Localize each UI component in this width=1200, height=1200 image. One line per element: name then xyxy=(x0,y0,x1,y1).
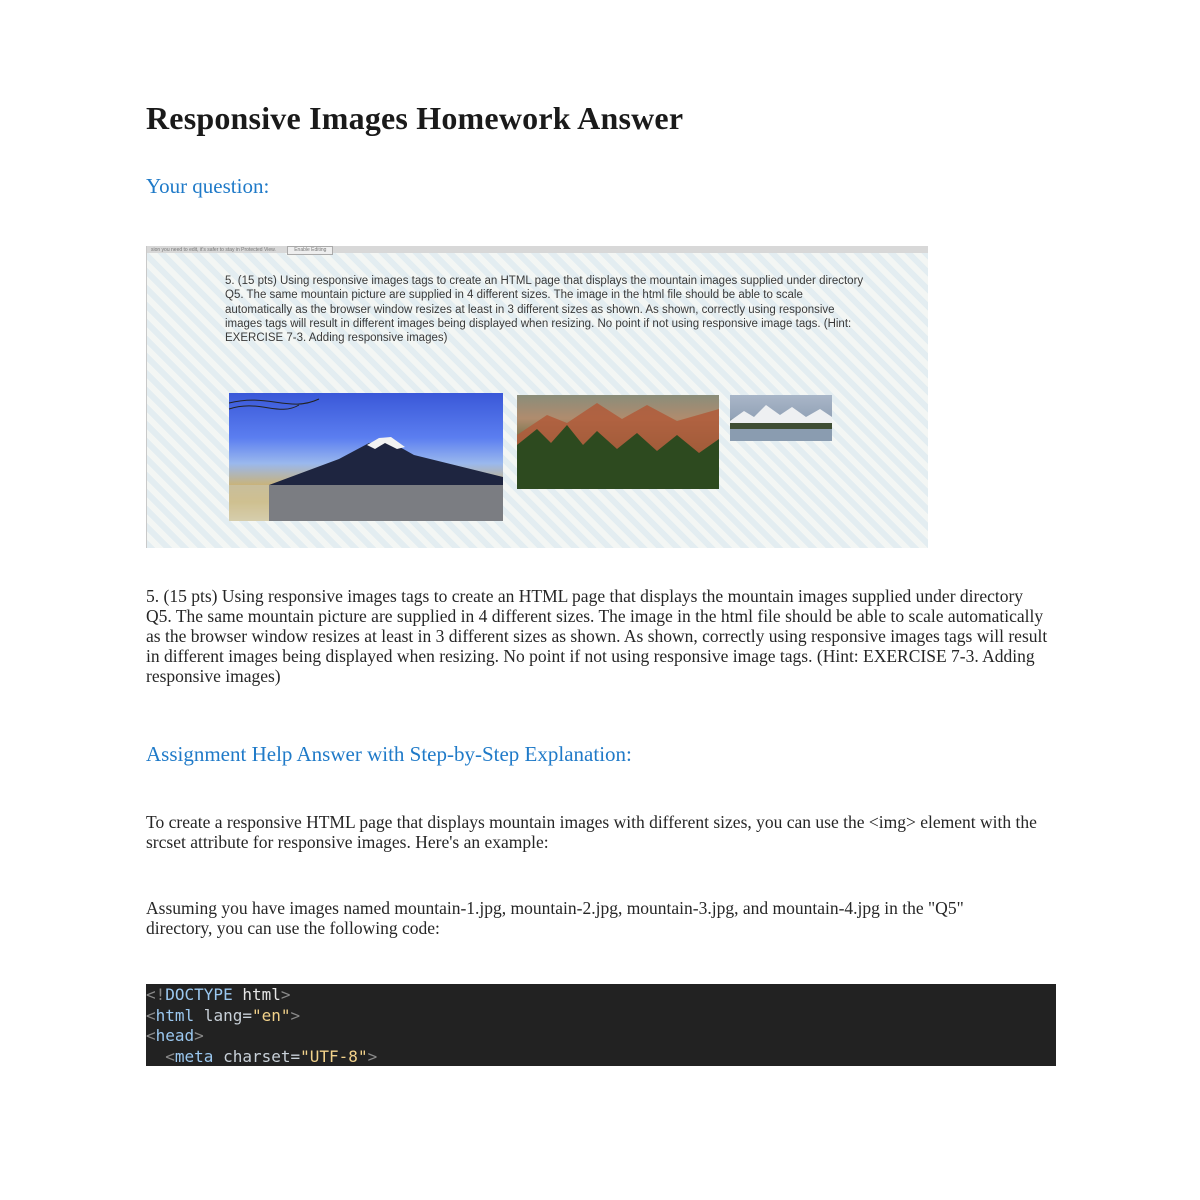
code-line-doctype xyxy=(146,985,1056,1006)
code-token: html xyxy=(155,1005,195,1025)
code-token: < xyxy=(146,1046,175,1066)
page-title: Responsive Images Homework Answer xyxy=(146,100,684,136)
answer-paragraph-assumption: Assuming you have images named mountain-1.jpg, mountain-2.jpg, mountain-3.jpg, and mountain-4.jpg in the "Q5" directory, you can use the following code: xyxy=(146,898,964,938)
code-token: > xyxy=(194,1026,204,1045)
code-token: < xyxy=(146,1005,156,1025)
section-heading-question: Your question: xyxy=(146,174,270,198)
code-token: head xyxy=(155,1026,195,1045)
code-token: DOCTYPE xyxy=(165,985,233,1004)
code-token: charset= xyxy=(213,1046,301,1066)
code-token: < xyxy=(146,1026,156,1045)
protected-view-bar xyxy=(147,246,928,253)
code-token: "en" xyxy=(251,1005,291,1025)
code-line-head xyxy=(146,1026,1056,1047)
code-line-html xyxy=(146,1006,1056,1027)
code-block xyxy=(146,984,1056,1066)
code-line-meta xyxy=(146,1047,1056,1067)
mountain-image-medium xyxy=(517,395,719,489)
mountain-image-small xyxy=(730,395,832,441)
question-screenshot-photo xyxy=(146,246,928,548)
mountain-image-large xyxy=(229,393,503,521)
code-token: lang= xyxy=(194,1005,252,1025)
photo-question-text: 5. (15 pts) Using responsive images tags to create an HTML page that displays the mountain images supplied under directory Q5. The same mountain picture are supplied in 4 different sizes. The image in the html file should be able to scale automatically as the browser window resizes at least in 3 different sizes as shown. As shown, correctly using responsive images tags will result in different images being displayed when resizing. No point if not using responsive image tags. (Hint: EXERCISE 7-3. Adding responsive images) xyxy=(225,275,864,345)
code-token: <! xyxy=(146,985,166,1004)
code-token: meta xyxy=(174,1046,214,1066)
section-heading-answer: Assignment Help Answer with Step-by-Step Explanation: xyxy=(146,742,632,766)
protected-view-message: sion you need to edit, it's safer to stay in Protected View. xyxy=(151,247,276,253)
code-token: > xyxy=(290,1005,301,1025)
code-token: > xyxy=(280,985,291,1004)
code-token: html xyxy=(232,985,281,1004)
enable-editing-button: Enable Editing xyxy=(287,246,333,255)
code-token: "UTF-8" xyxy=(300,1046,368,1066)
answer-paragraph-intro: To create a responsive HTML page that displays mountain images with different sizes, you can use the <img> element with the srcset attribute for responsive images. Here's an example: xyxy=(146,812,1037,852)
question-paragraph: 5. (15 pts) Using responsive images tags to create an HTML page that displays the mountain images supplied under directory Q5. The same mountain picture are supplied in 4 different sizes. The image in the html file should be able to scale automatically as the browser window resizes at least in 3 different sizes as shown. As shown, correctly using responsive images tags will result in different images being displayed when resizing. No point if not using responsive image tags. (Hint: EXERCISE 7-3. Adding responsive images) xyxy=(146,586,1048,686)
code-token: > xyxy=(367,1046,378,1066)
